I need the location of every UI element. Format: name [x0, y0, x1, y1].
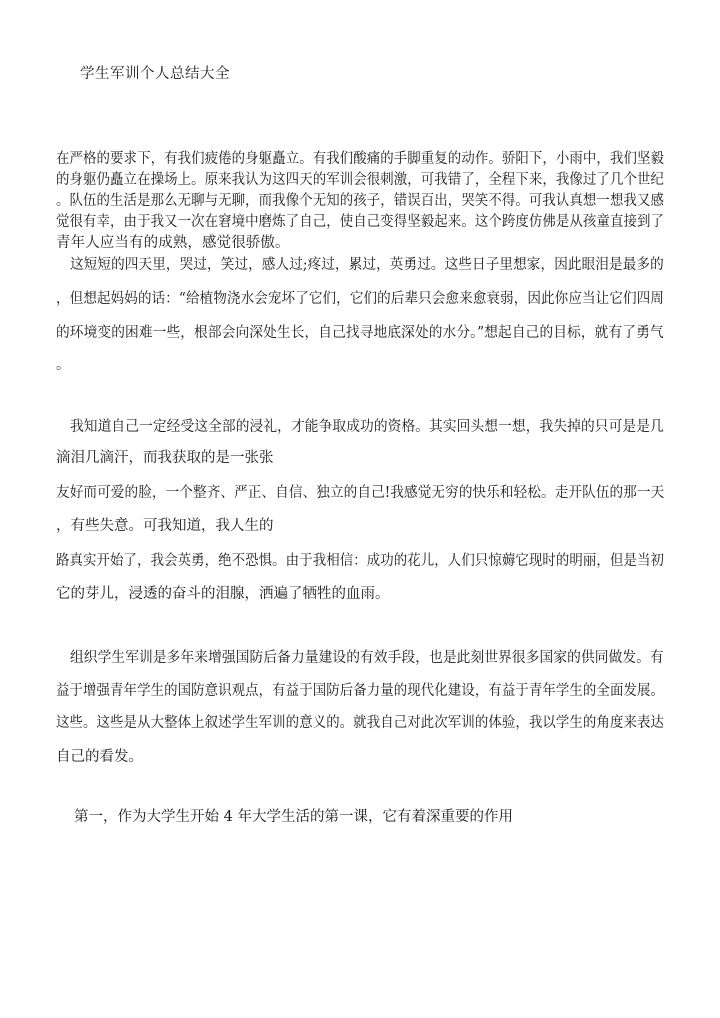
paragraph-3-line-1: 我知道自己一定经受这全部的浸礼，才能争取成功的资格。其实回头想一想，我失掉的只可是是几: [70, 419, 664, 435]
paragraph-2-line-4: 。: [56, 357, 71, 373]
paragraph-2-line-2: ，但想起妈妈的话：“给植物浇水会宠坏了它们，它们的后辈只会愈来愈衰弱，因此你应当让它们四周: [56, 291, 664, 307]
paragraph-3-line-5: 路真实开始了，我会英勇，绝不恐惧。由于我相信：成功的花儿，人们只惊薅它现时的明丽，但是当初: [56, 553, 664, 569]
paragraph-4-line-3: 这些。这些是从大整体上叙述学生军训的意义的。就我自己对此次军训的体验，我以学生的角度来表达: [56, 715, 664, 731]
paragraph-3-line-4: ，有些失意。可我知道，我人生的: [56, 518, 274, 534]
document-title: 学生军训个人总结大全: [80, 66, 230, 82]
paragraph-4-line-4: 自己的看发。: [56, 749, 143, 765]
paragraph-2-line-3: 的环境变的困难一些，根部会向深处生长，自己找寻地底深处的水分。”想起自己的目标，就有了勇气: [56, 325, 664, 341]
paragraph-5-line-1: 第一，作为大学生开始 4 年大学生活的第一课，它有着深重要的作用: [74, 809, 513, 825]
paragraph-3-line-2: 滴泪几滴汗，而我获取的是一张张: [56, 450, 274, 466]
paragraph-1-line-1: 在严格的要求下，有我们疲倦的身躯矗立。有我们酸痛的手脚重复的动作。骄阳下，小雨中，我们坚毅: [56, 151, 664, 167]
paragraph-2-line-1: 这短短的四天里，哭过，笑过，感人过;疼过，累过，英勇过。这些日子里想家，因此眼泪是最多的: [70, 257, 664, 273]
paragraph-1-line-2: 的身躯仍矗立在操场上。原来我认为这四天的军训会很刺激，可我错了，全程下来，我像过了几个世纪: [56, 172, 664, 188]
paragraph-1-line-3: 。队伍的生活是那么无聊与无聊，而我像个无知的孩子，错误百出，哭笑不得。可我认真想一想我又感: [56, 193, 664, 209]
paragraph-4-line-1: 组织学生军训是多年来增强国防后备力量建设的有效手段，也是此刻世界很多国家的供同做发。有: [70, 650, 664, 666]
paragraph-3-line-6: 它的芽儿，浸透的奋斗的泪腺，洒遍了牺牲的血雨。: [56, 586, 390, 602]
paragraph-1-line-5: 青年人应当有的成熟，感觉很骄傲。: [56, 235, 290, 251]
paragraph-1-line-4: 觉很有幸，由于我又一次在窘境中磨炼了自己，使自己变得坚毅起来。这个跨度仿佛是从孩童直接到了: [56, 214, 664, 230]
paragraph-3-line-3: 友好而可爱的脸，一个整齐、严正、自信、独立的自己!我感觉无穷的快乐和轻松。走开队伍的那一天: [56, 485, 665, 501]
paragraph-4-line-2: 益于增强青年学生的国防意识观点，有益于国防后备力量的现代化建设，有益于青年学生的全面发展。: [56, 683, 664, 699]
